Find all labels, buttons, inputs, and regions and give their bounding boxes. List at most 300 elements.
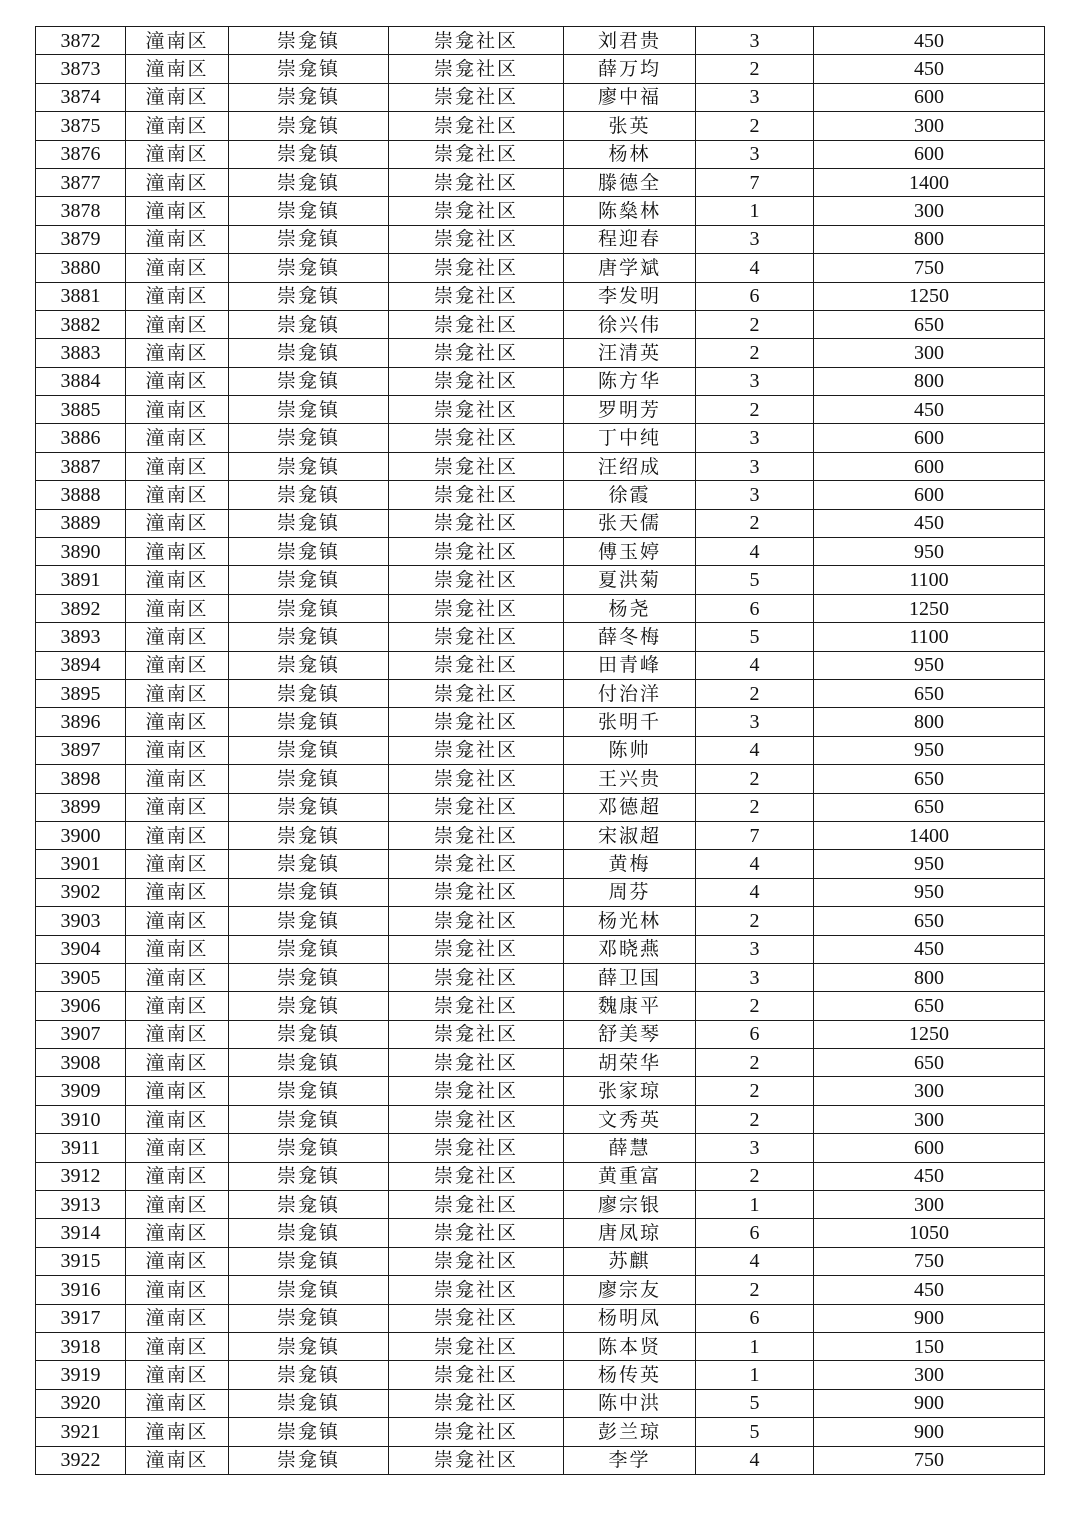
community-cell: 崇龛社区 [389,992,564,1020]
row-number-cell: 3918 [36,1332,126,1360]
household-size-cell: 5 [696,623,814,651]
table-row [36,708,1045,736]
household-size-cell: 4 [696,850,814,878]
district-cell: 潼南区 [126,1020,229,1048]
table-row [36,1020,1045,1048]
name-cell: 周芬 [564,878,696,906]
row-number-cell: 3878 [36,197,126,225]
district-cell: 潼南区 [126,509,229,537]
row-number-cell: 3917 [36,1304,126,1332]
district-cell: 潼南区 [126,708,229,736]
name-cell: 薛万均 [564,55,696,83]
district-cell: 潼南区 [126,793,229,821]
district-cell: 潼南区 [126,594,229,622]
amount-cell: 950 [814,538,1045,566]
table-row [36,1276,1045,1304]
district-cell: 潼南区 [126,339,229,367]
name-cell: 张天儒 [564,509,696,537]
row-number-cell: 3922 [36,1446,126,1474]
row-number-cell: 3874 [36,83,126,111]
town-cell: 崇龛镇 [229,225,389,253]
row-number-cell: 3872 [36,27,126,55]
name-cell: 汪绍成 [564,452,696,480]
amount-cell: 300 [814,112,1045,140]
amount-cell: 650 [814,793,1045,821]
amount-cell: 450 [814,396,1045,424]
amount-cell: 300 [814,1361,1045,1389]
community-cell: 崇龛社区 [389,1219,564,1247]
district-cell: 潼南区 [126,1361,229,1389]
household-size-cell: 1 [696,1191,814,1219]
community-cell: 崇龛社区 [389,1418,564,1446]
table-row [36,1191,1045,1219]
community-cell: 崇龛社区 [389,1361,564,1389]
town-cell: 崇龛镇 [229,55,389,83]
table-row [36,850,1045,878]
district-cell: 潼南区 [126,1418,229,1446]
table-row [36,1332,1045,1360]
amount-cell: 750 [814,254,1045,282]
household-size-cell: 4 [696,736,814,764]
household-size-cell: 3 [696,481,814,509]
amount-cell: 1250 [814,1020,1045,1048]
district-cell: 潼南区 [126,282,229,310]
district-cell: 潼南区 [126,1134,229,1162]
row-number-cell: 3886 [36,424,126,452]
town-cell: 崇龛镇 [229,1304,389,1332]
district-cell: 潼南区 [126,55,229,83]
community-cell: 崇龛社区 [389,765,564,793]
town-cell: 崇龛镇 [229,623,389,651]
name-cell: 宋淑超 [564,821,696,849]
town-cell: 崇龛镇 [229,821,389,849]
name-cell: 田青峰 [564,651,696,679]
table-row [36,1418,1045,1446]
district-cell: 潼南区 [126,1049,229,1077]
town-cell: 崇龛镇 [229,197,389,225]
name-cell: 魏康平 [564,992,696,1020]
name-cell: 廖中福 [564,83,696,111]
town-cell: 崇龛镇 [229,481,389,509]
row-number-cell: 3916 [36,1276,126,1304]
town-cell: 崇龛镇 [229,1020,389,1048]
amount-cell: 800 [814,963,1045,991]
district-cell: 潼南区 [126,992,229,1020]
district-cell: 潼南区 [126,1105,229,1133]
table-row [36,509,1045,537]
row-number-cell: 3901 [36,850,126,878]
row-number-cell: 3876 [36,140,126,168]
town-cell: 崇龛镇 [229,310,389,338]
district-cell: 潼南区 [126,1191,229,1219]
community-cell: 崇龛社区 [389,481,564,509]
town-cell: 崇龛镇 [229,339,389,367]
community-cell: 崇龛社区 [389,651,564,679]
household-size-cell: 3 [696,935,814,963]
name-cell: 付治洋 [564,679,696,707]
district-cell: 潼南区 [126,963,229,991]
name-cell: 张明千 [564,708,696,736]
community-cell: 崇龛社区 [389,1105,564,1133]
row-number-cell: 3914 [36,1219,126,1247]
household-size-cell: 2 [696,1162,814,1190]
town-cell: 崇龛镇 [229,708,389,736]
amount-cell: 800 [814,708,1045,736]
row-number-cell: 3885 [36,396,126,424]
community-cell: 崇龛社区 [389,254,564,282]
household-size-cell: 5 [696,1418,814,1446]
row-number-cell: 3902 [36,878,126,906]
name-cell: 杨明凤 [564,1304,696,1332]
community-cell: 崇龛社区 [389,112,564,140]
district-cell: 潼南区 [126,736,229,764]
table-row [36,112,1045,140]
household-size-cell: 2 [696,1077,814,1105]
household-size-cell: 3 [696,367,814,395]
name-cell: 胡荣华 [564,1049,696,1077]
table-row [36,168,1045,196]
table-row [36,1219,1045,1247]
district-cell: 潼南区 [126,566,229,594]
row-number-cell: 3909 [36,1077,126,1105]
table-row [36,310,1045,338]
amount-cell: 450 [814,1162,1045,1190]
town-cell: 崇龛镇 [229,367,389,395]
table-row [36,992,1045,1020]
community-cell: 崇龛社区 [389,878,564,906]
table-row [36,225,1045,253]
district-cell: 潼南区 [126,907,229,935]
household-size-cell: 6 [696,1219,814,1247]
household-size-cell: 4 [696,651,814,679]
amount-cell: 150 [814,1332,1045,1360]
row-number-cell: 3879 [36,225,126,253]
town-cell: 崇龛镇 [229,878,389,906]
row-number-cell: 3896 [36,708,126,736]
town-cell: 崇龛镇 [229,651,389,679]
district-cell: 潼南区 [126,27,229,55]
table-row [36,878,1045,906]
household-size-cell: 6 [696,1304,814,1332]
community-cell: 崇龛社区 [389,1304,564,1332]
district-cell: 潼南区 [126,168,229,196]
district-cell: 潼南区 [126,935,229,963]
table-row [36,1304,1045,1332]
community-cell: 崇龛社区 [389,1162,564,1190]
community-cell: 崇龛社区 [389,168,564,196]
name-cell: 陈中洪 [564,1389,696,1417]
amount-cell: 300 [814,339,1045,367]
district-cell: 潼南区 [126,396,229,424]
community-cell: 崇龛社区 [389,1077,564,1105]
town-cell: 崇龛镇 [229,594,389,622]
community-cell: 崇龛社区 [389,963,564,991]
amount-cell: 900 [814,1389,1045,1417]
row-number-cell: 3893 [36,623,126,651]
table-row [36,1446,1045,1474]
name-cell: 廖宗银 [564,1191,696,1219]
household-size-cell: 2 [696,310,814,338]
district-cell: 潼南区 [126,623,229,651]
row-number-cell: 3906 [36,992,126,1020]
community-cell: 崇龛社区 [389,793,564,821]
town-cell: 崇龛镇 [229,168,389,196]
row-number-cell: 3875 [36,112,126,140]
amount-cell: 450 [814,1276,1045,1304]
table-row [36,83,1045,111]
amount-cell: 600 [814,424,1045,452]
household-size-cell: 2 [696,1049,814,1077]
district-cell: 潼南区 [126,197,229,225]
town-cell: 崇龛镇 [229,396,389,424]
community-cell: 崇龛社区 [389,1276,564,1304]
household-size-cell: 3 [696,963,814,991]
name-cell: 李学 [564,1446,696,1474]
town-cell: 崇龛镇 [229,452,389,480]
town-cell: 崇龛镇 [229,1162,389,1190]
household-size-cell: 7 [696,168,814,196]
community-cell: 崇龛社区 [389,736,564,764]
town-cell: 崇龛镇 [229,992,389,1020]
amount-cell: 950 [814,850,1045,878]
district-cell: 潼南区 [126,112,229,140]
name-cell: 刘君贵 [564,27,696,55]
town-cell: 崇龛镇 [229,1446,389,1474]
district-cell: 潼南区 [126,424,229,452]
district-cell: 潼南区 [126,651,229,679]
row-number-cell: 3919 [36,1361,126,1389]
amount-cell: 600 [814,83,1045,111]
household-size-cell: 2 [696,396,814,424]
district-cell: 潼南区 [126,850,229,878]
household-size-cell: 4 [696,1247,814,1275]
name-cell: 邓德超 [564,793,696,821]
amount-cell: 450 [814,935,1045,963]
name-cell: 杨传英 [564,1361,696,1389]
community-cell: 崇龛社区 [389,1020,564,1048]
table-row [36,55,1045,83]
table-row [36,1077,1045,1105]
table-row [36,424,1045,452]
row-number-cell: 3921 [36,1418,126,1446]
district-cell: 潼南区 [126,878,229,906]
household-size-cell: 5 [696,566,814,594]
amount-cell: 1250 [814,594,1045,622]
amount-cell: 750 [814,1446,1045,1474]
town-cell: 崇龛镇 [229,765,389,793]
household-size-cell: 2 [696,1105,814,1133]
name-cell: 夏洪菊 [564,566,696,594]
community-cell: 崇龛社区 [389,538,564,566]
community-cell: 崇龛社区 [389,1049,564,1077]
amount-cell: 800 [814,225,1045,253]
row-number-cell: 3912 [36,1162,126,1190]
name-cell: 陈帅 [564,736,696,764]
town-cell: 崇龛镇 [229,1134,389,1162]
table-row [36,793,1045,821]
district-cell: 潼南区 [126,1162,229,1190]
name-cell: 廖宗友 [564,1276,696,1304]
amount-cell: 1100 [814,566,1045,594]
table-row [36,1134,1045,1162]
town-cell: 崇龛镇 [229,1219,389,1247]
row-number-cell: 3898 [36,765,126,793]
amount-cell: 1400 [814,168,1045,196]
name-cell: 傅玉婷 [564,538,696,566]
community-cell: 崇龛社区 [389,1389,564,1417]
table-row [36,339,1045,367]
community-cell: 崇龛社区 [389,566,564,594]
household-size-cell: 3 [696,225,814,253]
household-size-cell: 3 [696,708,814,736]
household-size-cell: 6 [696,282,814,310]
district-cell: 潼南区 [126,1077,229,1105]
table-row [36,736,1045,764]
household-size-cell: 6 [696,594,814,622]
row-number-cell: 3880 [36,254,126,282]
community-cell: 崇龛社区 [389,850,564,878]
row-number-cell: 3881 [36,282,126,310]
household-size-cell: 2 [696,112,814,140]
district-cell: 潼南区 [126,481,229,509]
community-cell: 崇龛社区 [389,339,564,367]
community-cell: 崇龛社区 [389,452,564,480]
community-cell: 崇龛社区 [389,907,564,935]
household-size-cell: 1 [696,1332,814,1360]
town-cell: 崇龛镇 [229,679,389,707]
row-number-cell: 3882 [36,310,126,338]
district-cell: 潼南区 [126,1446,229,1474]
district-cell: 潼南区 [126,1219,229,1247]
name-cell: 杨光林 [564,907,696,935]
town-cell: 崇龛镇 [229,1276,389,1304]
row-number-cell: 3915 [36,1247,126,1275]
district-cell: 潼南区 [126,254,229,282]
row-number-cell: 3899 [36,793,126,821]
district-cell: 潼南区 [126,452,229,480]
household-size-cell: 2 [696,907,814,935]
town-cell: 崇龛镇 [229,282,389,310]
table-row [36,1105,1045,1133]
community-cell: 崇龛社区 [389,708,564,736]
town-cell: 崇龛镇 [229,254,389,282]
district-cell: 潼南区 [126,538,229,566]
table-row [36,538,1045,566]
table-row [36,481,1045,509]
district-cell: 潼南区 [126,821,229,849]
household-size-cell: 2 [696,509,814,537]
district-cell: 潼南区 [126,225,229,253]
town-cell: 崇龛镇 [229,140,389,168]
table-row [36,27,1045,55]
town-cell: 崇龛镇 [229,793,389,821]
town-cell: 崇龛镇 [229,538,389,566]
name-cell: 黄重富 [564,1162,696,1190]
amount-cell: 600 [814,1134,1045,1162]
household-size-cell: 2 [696,992,814,1020]
row-number-cell: 3910 [36,1105,126,1133]
amount-cell: 300 [814,1077,1045,1105]
table-row [36,907,1045,935]
row-number-cell: 3877 [36,168,126,196]
row-number-cell: 3913 [36,1191,126,1219]
amount-cell: 950 [814,878,1045,906]
community-cell: 崇龛社区 [389,1134,564,1162]
name-cell: 薛慧 [564,1134,696,1162]
amount-cell: 1400 [814,821,1045,849]
household-size-cell: 4 [696,538,814,566]
table-row [36,1389,1045,1417]
community-cell: 崇龛社区 [389,310,564,338]
household-size-cell: 3 [696,424,814,452]
town-cell: 崇龛镇 [229,1332,389,1360]
name-cell: 唐学斌 [564,254,696,282]
row-number-cell: 3907 [36,1020,126,1048]
household-size-cell: 4 [696,1446,814,1474]
amount-cell: 450 [814,509,1045,537]
row-number-cell: 3904 [36,935,126,963]
table-row [36,282,1045,310]
table-row [36,396,1045,424]
row-number-cell: 3873 [36,55,126,83]
amount-cell: 600 [814,481,1045,509]
table-row [36,1162,1045,1190]
district-cell: 潼南区 [126,765,229,793]
town-cell: 崇龛镇 [229,1049,389,1077]
amount-cell: 300 [814,1105,1045,1133]
row-number-cell: 3890 [36,538,126,566]
amount-cell: 450 [814,27,1045,55]
community-cell: 崇龛社区 [389,83,564,111]
name-cell: 文秀英 [564,1105,696,1133]
household-size-cell: 4 [696,878,814,906]
name-cell: 丁中纯 [564,424,696,452]
household-table [35,26,1045,1475]
household-size-cell: 3 [696,83,814,111]
amount-cell: 650 [814,1049,1045,1077]
row-number-cell: 3892 [36,594,126,622]
amount-cell: 1050 [814,1219,1045,1247]
table-row [36,765,1045,793]
household-size-cell: 3 [696,452,814,480]
name-cell: 黄梅 [564,850,696,878]
table-row [36,367,1045,395]
row-number-cell: 3883 [36,339,126,367]
amount-cell: 650 [814,765,1045,793]
row-number-cell: 3903 [36,907,126,935]
row-number-cell: 3920 [36,1389,126,1417]
amount-cell: 1250 [814,282,1045,310]
household-size-cell: 3 [696,1134,814,1162]
community-cell: 崇龛社区 [389,509,564,537]
row-number-cell: 3889 [36,509,126,537]
name-cell: 徐兴伟 [564,310,696,338]
household-size-cell: 2 [696,339,814,367]
household-size-cell: 6 [696,1020,814,1048]
district-cell: 潼南区 [126,1332,229,1360]
amount-cell: 900 [814,1418,1045,1446]
name-cell: 王兴贵 [564,765,696,793]
amount-cell: 600 [814,140,1045,168]
household-size-cell: 4 [696,254,814,282]
row-number-cell: 3884 [36,367,126,395]
table-row [36,1247,1045,1275]
table-row [36,821,1045,849]
name-cell: 汪清英 [564,339,696,367]
district-cell: 潼南区 [126,367,229,395]
row-number-cell: 3911 [36,1134,126,1162]
row-number-cell: 3908 [36,1049,126,1077]
